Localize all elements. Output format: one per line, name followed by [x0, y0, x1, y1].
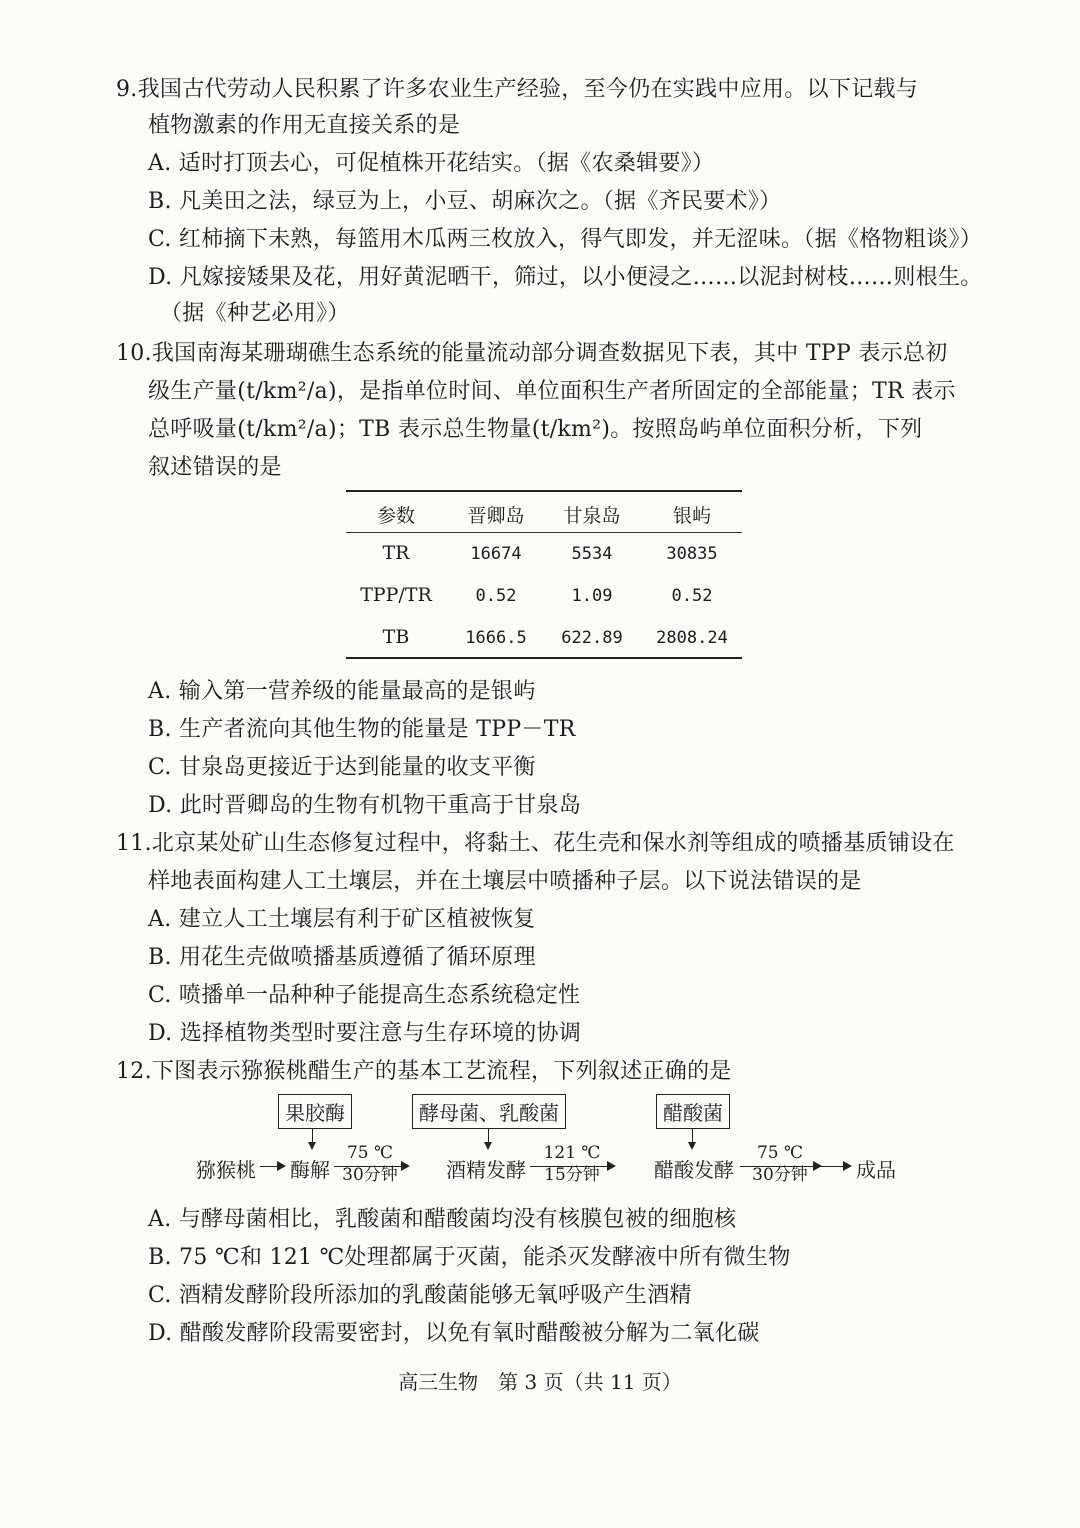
- pectinase-box: 果胶酶: [278, 1094, 352, 1129]
- step-temp-3: 75 ℃: [756, 1143, 804, 1163]
- step-temp-1: 75 ℃: [346, 1143, 394, 1163]
- table-cell: 5534: [571, 544, 613, 564]
- q11-stem-line-2: 样地表面构建人工土壤层，并在土壤层中喷播种子层。以下说法错误的是: [148, 869, 862, 894]
- q12-option-b: B. 75 ℃和 121 ℃处理都属于灭菌，能杀灭发酵液中所有微生物: [148, 1245, 791, 1270]
- q12-stem: 12.下图表示猕猴桃醋生产的基本工艺流程，下列叙述正确的是: [116, 1059, 732, 1084]
- q12-option-a: A. 与酵母菌相比，乳酸菌和醋酸菌均没有核膜包被的细胞核: [148, 1207, 737, 1232]
- kiwi-vinegar-process-diagram: [196, 1094, 916, 1194]
- q12-option-c: C. 酒精发酵阶段所添加的乳酸菌能够无氧呼吸产生酒精: [148, 1283, 692, 1308]
- step-time-2: 15分钟: [544, 1165, 600, 1185]
- q10-stem-line-3: 总呼吸量(t/km²/a)；TB 表示总生物量(t/km²)。按照岛屿单位面积分析，下列: [148, 417, 923, 442]
- table-cell: 2808.24: [656, 628, 728, 648]
- q11-option-c: C. 喷播单一品种种子能提高生态系统稳定性: [148, 983, 581, 1008]
- q11-option-b: B. 用花生壳做喷播基质遵循了循环原理: [148, 945, 536, 970]
- table-top-rule: [346, 490, 742, 492]
- step-temp-2: 121 ℃: [543, 1143, 601, 1163]
- step-acetic-fermentation: 醋酸发酵: [654, 1158, 734, 1182]
- q9-option-a: A. 适时打顶去心，可促植株开花结实。（据《农桑辑要》）: [148, 151, 715, 176]
- q11-option-a: A. 建立人工土壤层有利于矿区植被恢复: [148, 907, 536, 932]
- table-header-param: 参数: [376, 505, 415, 527]
- table-cell-label: TR: [382, 542, 410, 564]
- q10-stem-line-1: 10.我国南海某珊瑚礁生态系统的能量流动部分调查数据见下表，其中 TPP 表示总初: [116, 341, 948, 366]
- q9-option-c: C. 红柿摘下未熟，每篮用木瓜两三枚放入，得气即发，并无涩味。（据《格物粗谈》）: [148, 227, 983, 252]
- step-kiwifruit: 猕猴桃: [196, 1158, 256, 1182]
- q10-stem-line-2: 级生产量(t/km²/a)，是指单位时间、单位面积生产者所固定的全部能量；TR 表示: [148, 379, 956, 404]
- table-cell-label: TB: [382, 626, 410, 648]
- arrow-1: [260, 1166, 284, 1167]
- table-cell: 1.09: [571, 586, 613, 606]
- q10-option-a: A. 输入第一营养级的能量最高的是银屿: [148, 679, 536, 704]
- step-alcohol-fermentation: 酒精发酵: [446, 1158, 526, 1182]
- step-enzymolysis: 酶解: [290, 1158, 330, 1182]
- page-footer: 高三生物 第 3 页（共 11 页）: [398, 1370, 682, 1394]
- q9-option-b: B. 凡美田之法，绿豆为上，小豆、胡麻次之。（据《齐民要术》）: [148, 189, 782, 214]
- q9-option-d-line-1: D. 凡嫁接矮果及花，用好黄泥晒干，筛过，以小便浸之……以泥封树枝……则根生。: [148, 265, 983, 290]
- q10-option-b: B. 生产者流向其他生物的能量是 TPP－TR: [148, 717, 576, 742]
- acetobacter-box: 醋酸菌: [656, 1094, 730, 1129]
- table-cell: 30835: [666, 544, 718, 564]
- step-time-3: 30分钟: [752, 1165, 808, 1185]
- q11-option-d: D. 选择植物类型时要注意与生存环境的协调: [148, 1021, 582, 1046]
- q10-stem-line-4: 叙述错误的是: [148, 455, 282, 480]
- q10-option-d: D. 此时晋卿岛的生物有机物干重高于甘泉岛: [148, 793, 582, 818]
- q9-stem-line-2: 植物激素的作用无直接关系的是: [148, 113, 461, 138]
- q12-option-d: D. 醋酸发酵阶段需要密封，以免有氧时醋酸被分解为二氧化碳: [148, 1321, 760, 1346]
- table-cell: 0.52: [671, 586, 713, 606]
- table-mid-rule: [346, 532, 742, 533]
- down-arrow-3: [692, 1128, 693, 1148]
- table-cell: 622.89: [561, 628, 623, 648]
- table-cell: 0.52: [475, 586, 517, 606]
- yeast-lactobacillus-box: 酵母菌、乳酸菌: [412, 1094, 566, 1129]
- table-header-yinyu: 银屿: [672, 505, 711, 527]
- table-cell-label: TPP/TR: [360, 584, 432, 606]
- q9-option-d-line-2: （据《种艺必用》）: [160, 301, 350, 326]
- table-header-jinqing: 晋卿岛: [467, 505, 525, 527]
- step-product: 成品: [856, 1158, 896, 1182]
- down-arrow-1: [312, 1128, 313, 1148]
- table-cell: 16674: [470, 544, 522, 564]
- down-arrow-2: [488, 1128, 489, 1148]
- table-bottom-rule: [346, 657, 742, 659]
- q9-stem-line-1: 9.我国古代劳动人民积累了许多农业生产经验，至今仍在实践中应用。以下记载与: [116, 77, 919, 102]
- q11-stem-line-1: 11.北京某处矿山生态修复过程中，将黏土、花生壳和保水剂等组成的喷播基质铺设在: [116, 831, 955, 856]
- q10-option-c: C. 甘泉岛更接近于达到能量的收支平衡: [148, 755, 536, 780]
- table-cell: 1666.5: [465, 628, 527, 648]
- table-header-ganquan: 甘泉岛: [563, 505, 621, 527]
- step-time-1: 30分钟: [342, 1165, 398, 1185]
- arrow-5: [820, 1166, 850, 1167]
